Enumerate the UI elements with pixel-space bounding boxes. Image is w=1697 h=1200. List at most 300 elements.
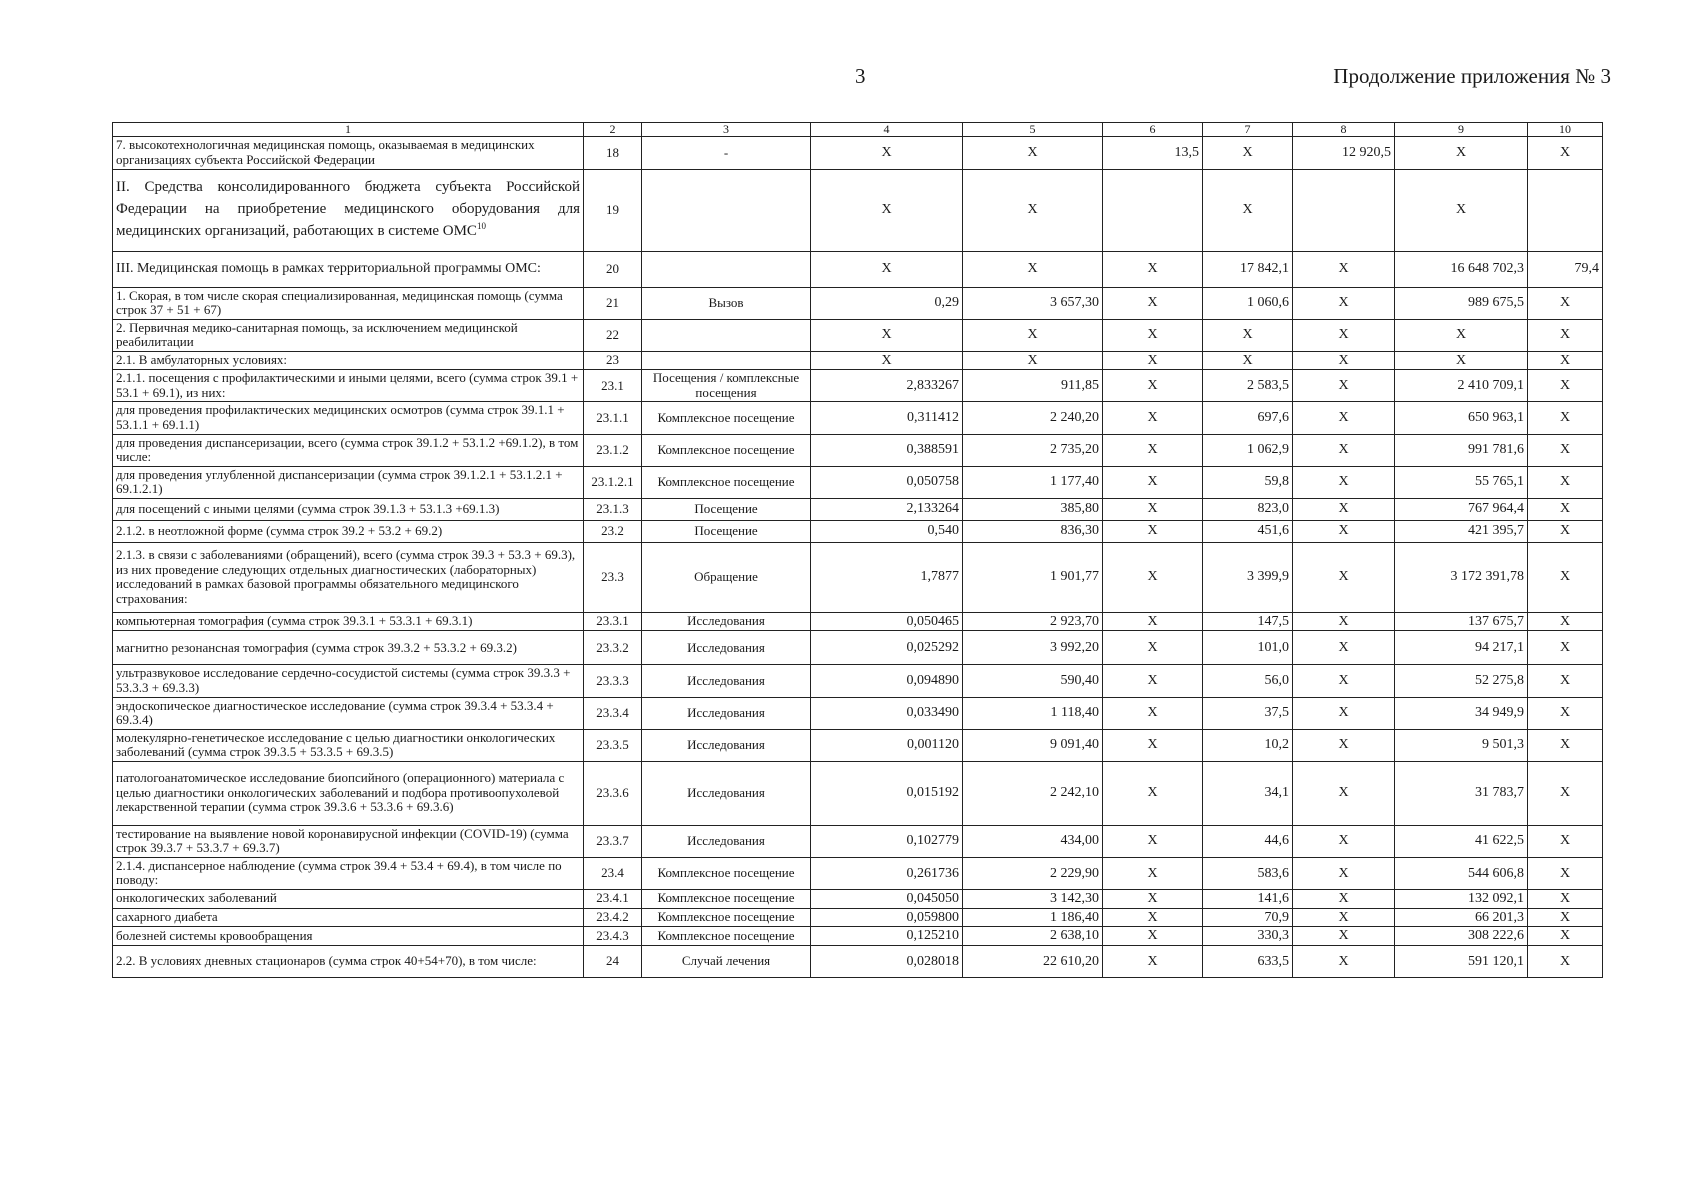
unit-cell: Посещение — [642, 520, 811, 542]
table-row — [113, 761, 1603, 825]
value-cell-c5: 3 142,30 — [963, 889, 1103, 908]
value-cell-c4: 0,388591 — [811, 434, 963, 466]
value-cell-c8: Х — [1293, 889, 1395, 908]
value-cell-c6: Х — [1103, 665, 1203, 697]
footnote-ref: 10 — [476, 221, 486, 232]
value-cell-c6: Х — [1103, 351, 1203, 370]
row-name: 2.1.4. диспансерное наблюдение (сумма строк 39.4 + 53.4 + 69.4), в том числе по поводу: — [116, 857, 562, 888]
unit-cell: Комплексное посещение — [642, 434, 811, 466]
row-name: магнитно резонансная томография (сумма строк 39.3.2 + 53.3.2 + 69.3.2) — [116, 639, 517, 655]
value-cell-c10 — [1528, 169, 1603, 251]
row-name-cell — [113, 612, 584, 631]
value-cell-c7: 1 060,6 — [1203, 287, 1293, 319]
value-cell-c7: Х — [1203, 169, 1293, 251]
value-cell-c8: Х — [1293, 402, 1395, 434]
unit-cell — [642, 169, 811, 251]
row-name: 2.1.2. в неотложной форме (сумма строк 39.2 + 53.2 + 69.2) — [116, 522, 443, 538]
value-cell-c6: Х — [1103, 319, 1203, 351]
line-number: 23.4.1 — [584, 889, 642, 908]
table-row — [113, 697, 1603, 729]
unit-cell — [642, 319, 811, 351]
table-row — [113, 137, 1603, 169]
value-cell-c6: Х — [1103, 631, 1203, 665]
value-cell-c10: Х — [1528, 434, 1603, 466]
value-cell-c5: 22 610,20 — [963, 945, 1103, 977]
value-cell-c9: 55 765,1 — [1395, 466, 1528, 498]
value-cell-c9: 3 172 391,78 — [1395, 542, 1528, 612]
value-cell-c7: 451,6 — [1203, 520, 1293, 542]
value-cell-c6: Х — [1103, 857, 1203, 889]
row-name: 2. Первичная медико-санитарная помощь, за исключением медицинской реабилитации — [116, 319, 518, 350]
value-cell-c7: 44,6 — [1203, 825, 1293, 857]
unit-cell: Комплексное посещение — [642, 402, 811, 434]
value-cell-c5: 911,85 — [963, 370, 1103, 402]
row-name-cell — [113, 466, 584, 498]
appendix-title: Продолжение приложения № 3 — [1333, 64, 1611, 88]
value-cell-c10: Х — [1528, 927, 1603, 946]
line-number: 23.3.5 — [584, 729, 642, 761]
value-cell-c8: Х — [1293, 370, 1395, 402]
value-cell-c6: Х — [1103, 287, 1203, 319]
row-name-cell — [113, 542, 584, 612]
value-cell-c10: Х — [1528, 520, 1603, 542]
value-cell-c5: 2 229,90 — [963, 857, 1103, 889]
value-cell-c5: 3 657,30 — [963, 287, 1103, 319]
table-row — [113, 319, 1603, 351]
row-name: онкологических заболеваний — [116, 890, 277, 906]
row-name-cell — [113, 761, 584, 825]
value-cell-c7: 141,6 — [1203, 889, 1293, 908]
value-cell-c7: 17 842,1 — [1203, 251, 1293, 287]
value-cell-c8: Х — [1293, 945, 1395, 977]
value-cell-c5: Х — [963, 251, 1103, 287]
table-row — [113, 612, 1603, 631]
column-number: 2 — [584, 123, 642, 137]
value-cell-c10: Х — [1528, 857, 1603, 889]
table-row — [113, 466, 1603, 498]
value-cell-c6: Х — [1103, 945, 1203, 977]
unit-cell: Исследования — [642, 761, 811, 825]
table-row — [113, 498, 1603, 520]
value-cell-c8 — [1293, 169, 1395, 251]
row-name-cell — [113, 434, 584, 466]
value-cell-c6: Х — [1103, 542, 1203, 612]
value-cell-c7: 823,0 — [1203, 498, 1293, 520]
row-name-cell — [113, 370, 584, 402]
value-cell-c9: Х — [1395, 169, 1528, 251]
line-number: 18 — [584, 137, 642, 169]
value-cell-c6: Х — [1103, 729, 1203, 761]
value-cell-c8: Х — [1293, 612, 1395, 631]
line-number: 23.3.2 — [584, 631, 642, 665]
value-cell-c7: 697,6 — [1203, 402, 1293, 434]
value-cell-c4: 0,125210 — [811, 927, 963, 946]
value-cell-c4: 0,015192 — [811, 761, 963, 825]
value-cell-c10: Х — [1528, 137, 1603, 169]
row-name: 2.1.1. посещения с профилактическими и иными целями, всего (сумма строк 39.1 + 53.1 + 69.1), из них: — [116, 370, 579, 400]
value-cell-c9: 34 949,9 — [1395, 697, 1528, 729]
value-cell-c9: 591 120,1 — [1395, 945, 1528, 977]
value-cell-c6: Х — [1103, 927, 1203, 946]
table-row — [113, 169, 1603, 251]
line-number: 23.3.6 — [584, 761, 642, 825]
value-cell-c4: 0,311412 — [811, 402, 963, 434]
value-cell-c10: Х — [1528, 697, 1603, 729]
value-cell-c5: 2 735,20 — [963, 434, 1103, 466]
value-cell-c6: Х — [1103, 612, 1203, 631]
line-number: 23.3.1 — [584, 612, 642, 631]
unit-cell: Случай лечения — [642, 945, 811, 977]
unit-cell: Посещение — [642, 498, 811, 520]
column-number: 5 — [963, 123, 1103, 137]
unit-cell: Комплексное посещение — [642, 857, 811, 889]
value-cell-c4: Х — [811, 251, 963, 287]
value-cell-c9: 41 622,5 — [1395, 825, 1528, 857]
value-cell-c7: 56,0 — [1203, 665, 1293, 697]
page-number: 3 — [855, 64, 866, 88]
unit-cell: Исследования — [642, 665, 811, 697]
table-row — [113, 542, 1603, 612]
line-number: 23 — [584, 351, 642, 370]
value-cell-c8: Х — [1293, 287, 1395, 319]
value-cell-c4: 0,094890 — [811, 665, 963, 697]
row-name-cell — [113, 908, 584, 927]
value-cell-c10: Х — [1528, 665, 1603, 697]
value-cell-c5: Х — [963, 137, 1103, 169]
value-cell-c6: 13,5 — [1103, 137, 1203, 169]
value-cell-c8: Х — [1293, 251, 1395, 287]
value-cell-c7: 2 583,5 — [1203, 370, 1293, 402]
value-cell-c7: 10,2 — [1203, 729, 1293, 761]
table-row — [113, 889, 1603, 908]
row-name: тестирование на выявление новой коронавирусной инфекции (COVID-19) (сумма строк 39.3.7 + 53.3.7 + 69.3.7) — [116, 825, 569, 856]
row-name: патологоанатомическое исследование биопсийного (операционного) материала с целью диагностики онкологических заболеваний и подбора противоопухолевой лекарственной терапии (сумма строк 39.3.6 + 53.3.6 + 69.3.6) — [116, 770, 565, 815]
table-body — [113, 123, 1603, 978]
row-name-cell — [113, 825, 584, 857]
column-number: 6 — [1103, 123, 1203, 137]
column-number: 8 — [1293, 123, 1395, 137]
unit-cell: Исследования — [642, 729, 811, 761]
unit-cell — [642, 251, 811, 287]
value-cell-c5: 1 186,40 — [963, 908, 1103, 927]
value-cell-c6: Х — [1103, 825, 1203, 857]
value-cell-c8: 12 920,5 — [1293, 137, 1395, 169]
value-cell-c4: 0,261736 — [811, 857, 963, 889]
value-cell-c9: Х — [1395, 137, 1528, 169]
value-cell-c10: Х — [1528, 287, 1603, 319]
value-cell-c4: 0,29 — [811, 287, 963, 319]
value-cell-c5: 2 638,10 — [963, 927, 1103, 946]
line-number: 23.1.1 — [584, 402, 642, 434]
row-name: 2.1.3. в связи с заболеваниями (обращений), всего (сумма строк 39.3 + 53.3 + 69.3), из них проведение следующих отдельных диагностических (лабораторных) исследований в рамках базовой программы обязательного медицинского страхования: — [116, 547, 576, 606]
row-name: для проведения профилактических медицинских осмотров (сумма строк 39.1.1 + 53.1.1 + 69.1.1) — [116, 402, 565, 433]
value-cell-c4: 0,028018 — [811, 945, 963, 977]
row-name-cell — [113, 697, 584, 729]
value-cell-c4: 1,7877 — [811, 542, 963, 612]
value-cell-c6: Х — [1103, 434, 1203, 466]
value-cell-c5: 2 242,10 — [963, 761, 1103, 825]
value-cell-c8: Х — [1293, 520, 1395, 542]
line-number: 23.1.2 — [584, 434, 642, 466]
value-cell-c9: 650 963,1 — [1395, 402, 1528, 434]
table-row — [113, 251, 1603, 287]
value-cell-c4: Х — [811, 169, 963, 251]
row-name: 7. высокотехнологичная медицинская помощь, оказываемая в медицинских организациях субъекта Российской Федерации — [116, 137, 535, 167]
value-cell-c10: Х — [1528, 761, 1603, 825]
value-cell-c10: Х — [1528, 631, 1603, 665]
unit-cell: Комплексное посещение — [642, 908, 811, 927]
value-cell-c9: 989 675,5 — [1395, 287, 1528, 319]
unit-cell: Исследования — [642, 631, 811, 665]
value-cell-c8: Х — [1293, 665, 1395, 697]
line-number: 24 — [584, 945, 642, 977]
value-cell-c8: Х — [1293, 498, 1395, 520]
value-cell-c6: Х — [1103, 908, 1203, 927]
line-number: 21 — [584, 287, 642, 319]
table-row — [113, 402, 1603, 434]
value-cell-c9: 52 275,8 — [1395, 665, 1528, 697]
value-cell-c5: 9 091,40 — [963, 729, 1103, 761]
value-cell-c4: 0,540 — [811, 520, 963, 542]
row-name-cell — [113, 631, 584, 665]
unit-cell: - — [642, 137, 811, 169]
value-cell-c10: Х — [1528, 945, 1603, 977]
value-cell-c10: Х — [1528, 466, 1603, 498]
value-cell-c6: Х — [1103, 697, 1203, 729]
row-name-cell — [113, 927, 584, 946]
unit-cell: Исследования — [642, 612, 811, 631]
value-cell-c7: 34,1 — [1203, 761, 1293, 825]
unit-cell: Комплексное посещение — [642, 466, 811, 498]
table-row — [113, 434, 1603, 466]
column-number-row — [113, 123, 1603, 137]
value-cell-c5: 2 923,70 — [963, 612, 1103, 631]
unit-cell — [642, 351, 811, 370]
value-cell-c7: 330,3 — [1203, 927, 1293, 946]
value-cell-c4: 0,059800 — [811, 908, 963, 927]
value-cell-c8: Х — [1293, 729, 1395, 761]
table-row — [113, 927, 1603, 946]
value-cell-c10: Х — [1528, 889, 1603, 908]
unit-cell: Вызов — [642, 287, 811, 319]
value-cell-c8: Х — [1293, 908, 1395, 927]
value-cell-c10: Х — [1528, 319, 1603, 351]
row-name-cell — [113, 729, 584, 761]
data-table — [112, 122, 1603, 978]
value-cell-c9: 137 675,7 — [1395, 612, 1528, 631]
column-number: 7 — [1203, 123, 1293, 137]
value-cell-c9: 94 217,1 — [1395, 631, 1528, 665]
value-cell-c10: Х — [1528, 729, 1603, 761]
line-number: 22 — [584, 319, 642, 351]
table-row — [113, 729, 1603, 761]
table-row — [113, 631, 1603, 665]
line-number: 23.3 — [584, 542, 642, 612]
table-row — [113, 351, 1603, 370]
value-cell-c5: 836,30 — [963, 520, 1103, 542]
unit-cell: Исследования — [642, 825, 811, 857]
value-cell-c9: 16 648 702,3 — [1395, 251, 1528, 287]
value-cell-c9: 767 964,4 — [1395, 498, 1528, 520]
value-cell-c9: 31 783,7 — [1395, 761, 1528, 825]
value-cell-c4: 2,833267 — [811, 370, 963, 402]
unit-cell: Посещения / комплексные посещения — [642, 370, 811, 402]
value-cell-c5: 3 992,20 — [963, 631, 1103, 665]
value-cell-c4: 0,102779 — [811, 825, 963, 857]
row-name-cell — [113, 498, 584, 520]
row-name: сахарного диабета — [116, 909, 218, 925]
value-cell-c4: 2,133264 — [811, 498, 963, 520]
value-cell-c10: Х — [1528, 542, 1603, 612]
line-number: 23.3.7 — [584, 825, 642, 857]
row-name-cell — [113, 402, 584, 434]
value-cell-c10: Х — [1528, 351, 1603, 370]
value-cell-c8: Х — [1293, 631, 1395, 665]
value-cell-c8: Х — [1293, 319, 1395, 351]
row-name-cell — [113, 665, 584, 697]
row-name: для посещений с иными целями (сумма строк 39.1.3 + 53.1.3 +69.1.3) — [116, 500, 500, 516]
unit-cell: Обращение — [642, 542, 811, 612]
table-row — [113, 287, 1603, 319]
value-cell-c4: 0,033490 — [811, 697, 963, 729]
value-cell-c5: 434,00 — [963, 825, 1103, 857]
value-cell-c10: Х — [1528, 498, 1603, 520]
value-cell-c5: 590,40 — [963, 665, 1103, 697]
value-cell-c9: Х — [1395, 351, 1528, 370]
value-cell-c7: 59,8 — [1203, 466, 1293, 498]
line-number: 23.3.3 — [584, 665, 642, 697]
row-name: эндоскопическое диагностическое исследование (сумма строк 39.3.4 + 53.3.4 + 69.3.4) — [116, 697, 554, 728]
value-cell-c7: 101,0 — [1203, 631, 1293, 665]
column-number: 9 — [1395, 123, 1528, 137]
line-number: 23.3.4 — [584, 697, 642, 729]
unit-cell: Комплексное посещение — [642, 927, 811, 946]
value-cell-c4: 0,025292 — [811, 631, 963, 665]
value-cell-c8: Х — [1293, 697, 1395, 729]
value-cell-c9: 421 395,7 — [1395, 520, 1528, 542]
value-cell-c4: 0,050758 — [811, 466, 963, 498]
row-name: 2.1. В амбулаторных условиях: — [116, 352, 288, 368]
row-name-cell — [113, 137, 584, 169]
line-number: 20 — [584, 251, 642, 287]
value-cell-c8: Х — [1293, 825, 1395, 857]
value-cell-c8: Х — [1293, 857, 1395, 889]
value-cell-c10: Х — [1528, 402, 1603, 434]
value-cell-c10: Х — [1528, 908, 1603, 927]
table-row — [113, 520, 1603, 542]
value-cell-c6: Х — [1103, 370, 1203, 402]
value-cell-c7: 70,9 — [1203, 908, 1293, 927]
value-cell-c8: Х — [1293, 542, 1395, 612]
value-cell-c10: Х — [1528, 370, 1603, 402]
value-cell-c5: Х — [963, 319, 1103, 351]
value-cell-c9: 66 201,3 — [1395, 908, 1528, 927]
row-name-cell — [113, 319, 584, 351]
value-cell-c9: 544 606,8 — [1395, 857, 1528, 889]
row-name-cell — [113, 520, 584, 542]
line-number: 23.4.3 — [584, 927, 642, 946]
value-cell-c4: 0,045050 — [811, 889, 963, 908]
row-name: для проведения углубленной диспансеризации (сумма строк 39.1.2.1 + 53.1.2.1 + 69.1.2.1) — [116, 466, 563, 497]
value-cell-c10: Х — [1528, 612, 1603, 631]
value-cell-c6: Х — [1103, 889, 1203, 908]
row-name-cell — [113, 857, 584, 889]
value-cell-c9: 132 092,1 — [1395, 889, 1528, 908]
value-cell-c7: Х — [1203, 351, 1293, 370]
table-row — [113, 665, 1603, 697]
row-name: III. Медицинская помощь в рамках территориальной программы ОМС: — [116, 261, 541, 277]
value-cell-c9: 991 781,6 — [1395, 434, 1528, 466]
row-name: болезней системы кровообращения — [116, 927, 313, 943]
table-row — [113, 825, 1603, 857]
value-cell-c9: 2 410 709,1 — [1395, 370, 1528, 402]
value-cell-c8: Х — [1293, 434, 1395, 466]
column-number: 3 — [642, 123, 811, 137]
table-row — [113, 370, 1603, 402]
value-cell-c6: Х — [1103, 402, 1203, 434]
unit-cell: Исследования — [642, 697, 811, 729]
value-cell-c7: 1 062,9 — [1203, 434, 1293, 466]
value-cell-c6: Х — [1103, 498, 1203, 520]
value-cell-c10: Х — [1528, 825, 1603, 857]
column-number: 10 — [1528, 123, 1603, 137]
line-number: 23.1 — [584, 370, 642, 402]
value-cell-c8: Х — [1293, 761, 1395, 825]
value-cell-c6: Х — [1103, 466, 1203, 498]
row-name: компьютерная томография (сумма строк 39.3.1 + 53.3.1 + 69.3.1) — [116, 613, 473, 629]
row-name: II. Средства консолидированного бюджета субъекта Российской Федерации на приобретение медицинского оборудования для медицинских организаций, работающих в системе ОМС — [116, 178, 580, 240]
value-cell-c5: 2 240,20 — [963, 402, 1103, 434]
column-number: 1 — [113, 123, 584, 137]
value-cell-c4: 0,050465 — [811, 612, 963, 631]
value-cell-c4: Х — [811, 137, 963, 169]
row-name-cell — [113, 287, 584, 319]
row-name: для проведения диспансеризации, всего (сумма строк 39.1.2 + 53.1.2 +69.1.2), в том числе: — [116, 434, 579, 465]
table-row — [113, 857, 1603, 889]
value-cell-c7: 583,6 — [1203, 857, 1293, 889]
value-cell-c5: 1 177,40 — [963, 466, 1103, 498]
line-number: 19 — [584, 169, 642, 251]
table-row — [113, 945, 1603, 977]
value-cell-c7: 3 399,9 — [1203, 542, 1293, 612]
value-cell-c7: 633,5 — [1203, 945, 1293, 977]
value-cell-c7: 147,5 — [1203, 612, 1293, 631]
row-name: 1. Скорая, в том числе скорая специализированная, медицинская помощь (сумма строк 37 + 51 + 67) — [116, 287, 563, 318]
value-cell-c8: Х — [1293, 351, 1395, 370]
value-cell-c8: Х — [1293, 466, 1395, 498]
unit-cell: Комплексное посещение — [642, 889, 811, 908]
value-cell-c4: 0,001120 — [811, 729, 963, 761]
value-cell-c4: Х — [811, 351, 963, 370]
row-name: 2.2. В условиях дневных стационаров (сумма строк 40+54+70), в том числе: — [116, 953, 537, 969]
row-name-cell — [113, 169, 584, 251]
value-cell-c5: 385,80 — [963, 498, 1103, 520]
value-cell-c5: Х — [963, 169, 1103, 251]
row-name: ультразвуковое исследование сердечно-сосудистой системы (сумма строк 39.3.3 + 53.3.3 + 69.3.3) — [116, 665, 571, 695]
value-cell-c10: 79,4 — [1528, 251, 1603, 287]
value-cell-c7: Х — [1203, 137, 1293, 169]
value-cell-c5: 1 901,77 — [963, 542, 1103, 612]
value-cell-c9: 9 501,3 — [1395, 729, 1528, 761]
value-cell-c9: Х — [1395, 319, 1528, 351]
row-name-cell — [113, 889, 584, 908]
column-number: 4 — [811, 123, 963, 137]
line-number: 23.2 — [584, 520, 642, 542]
row-name: молекулярно-генетическое исследование с целью диагностики онкологических заболеваний (сумма строк 39.3.5 + 53.3.5 + 69.3.5) — [116, 729, 556, 760]
line-number: 23.4.2 — [584, 908, 642, 927]
row-name-cell — [113, 251, 584, 287]
value-cell-c8: Х — [1293, 927, 1395, 946]
